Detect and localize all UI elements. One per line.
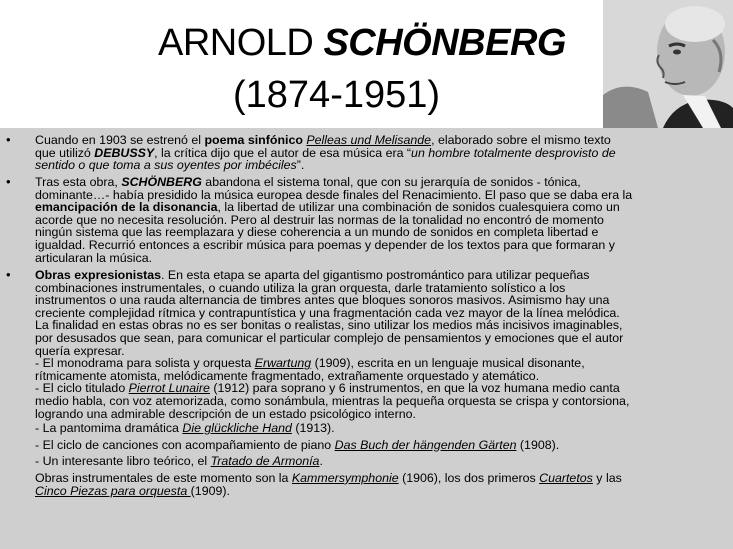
text-segment: - El ciclo de canciones con acompañamiento de piano bbox=[35, 437, 335, 452]
work-title: Pierrot Lunaire bbox=[128, 381, 210, 396]
text-segment: . En esta etapa se aparta del gigantismo postromántico para utilizar pequeñas bbox=[161, 268, 590, 282]
text-segment: abandona el sistema tonal, que con su jerarquía de sonidos - tónica, bbox=[201, 175, 581, 189]
text-line: igualdad. Recurrió entonces a escribir música para poemas y depender de los textos para que formaran y bbox=[35, 237, 615, 252]
bold-term: poema sinfónico bbox=[204, 133, 303, 147]
text-line: acorde que no necesita resolución. Pero al destruir las normas de la tonalidad no encontró de momento bbox=[35, 212, 604, 227]
bold-term: emancipación de la disonancia bbox=[35, 200, 218, 215]
paragraph-text bbox=[35, 134, 725, 172]
composer-name: DEBUSSY bbox=[94, 145, 155, 160]
text-segment: que utilizó bbox=[35, 145, 95, 160]
text-line: quería expresar. bbox=[35, 343, 125, 358]
text-line: por desusados que sean, para comunicar el particular complejo de pensamientos y emociones que el autor bbox=[35, 330, 624, 345]
text-line: ningún sistema que las reemplazara y diese coherencia a un mundo de sonidos en completa libertad e bbox=[35, 225, 599, 240]
text-line: medio habla, con voz atemorizada, como sonámbula, mientras la pequeña orquesta se crispa y contorsiona, bbox=[35, 393, 630, 408]
text-segment: Obras instrumentales de este momento son la bbox=[35, 470, 292, 485]
slide-title bbox=[158, 22, 566, 65]
text-segment: (1906), los dos primeros bbox=[398, 470, 540, 485]
work-title: Das Buch der hängenden Gärten bbox=[334, 437, 517, 452]
text-segment: Tras esta obra, bbox=[35, 175, 122, 189]
slide-content bbox=[0, 128, 733, 549]
text-segment: (1909). bbox=[190, 483, 230, 498]
text-segment: ”. bbox=[296, 158, 305, 173]
text-segment: - La pantomima dramática bbox=[35, 421, 183, 436]
text-line: dominante…- había presidido la música europea desde finales del Renacimiento. El paso que se daba era la bbox=[35, 187, 633, 202]
bullet-marker: • bbox=[6, 174, 11, 189]
text-line: instrumentos o una rauda alternancia de timbres antes que bloques sonoros masivos. Asimismo hay una bbox=[35, 293, 610, 308]
slide-title-years: (1874-1951) bbox=[233, 74, 441, 116]
portrait-photo bbox=[603, 0, 733, 128]
text-line: logrando una admirable descripción de un estado psicológico interno. bbox=[35, 406, 416, 421]
text-line: rítmicamente atomista, melódicamente fragmentado, extrañamente orquestado y atemático. bbox=[35, 368, 540, 383]
text-segment: (1912) para soprano y 6 instrumentos, en que la voz humana medio canta bbox=[209, 381, 620, 396]
text-segment: - El monodrama para solista y orquesta bbox=[35, 356, 255, 371]
text-line: La finalidad en estas obras no es ser bonitas o realistas, sino utilizar los medios más incisivos imaginables, bbox=[35, 318, 623, 333]
work-title: Die glückliche Hand bbox=[182, 421, 292, 436]
text-segment: - El ciclo titulado bbox=[35, 381, 129, 396]
work-title: Erwartung bbox=[254, 356, 312, 371]
text-segment: . bbox=[319, 454, 323, 469]
text-segment: , la crítica dijo que el autor de esa música era “ bbox=[154, 145, 412, 160]
quote-text: sentido o que toma a sus oyentes por imbéciles bbox=[35, 158, 297, 173]
work-title: Cuartetos bbox=[539, 470, 593, 485]
work-title: Cinco Piezas para orquesta bbox=[35, 483, 191, 498]
text-segment: y las bbox=[592, 470, 622, 485]
text-line: creciente complejidad rítmica y contrapuntística y una fragmentación cada vez mayor de la línea melódica. bbox=[35, 305, 620, 320]
title-last-name: SCHÖNBERG bbox=[323, 22, 566, 64]
bullet-marker: • bbox=[6, 267, 11, 282]
text-line: articularan la música. bbox=[35, 250, 153, 265]
text-segment: (1913). bbox=[291, 421, 335, 436]
text-segment: Cuando en 1903 se estrenó el bbox=[35, 133, 205, 147]
bold-term: Obras expresionistas bbox=[35, 268, 162, 282]
slide-header bbox=[0, 0, 733, 128]
quote-text: un hombre totalmente desprovisto de bbox=[411, 145, 616, 160]
title-first-name: ARNOLD bbox=[158, 22, 314, 64]
bullet-marker: • bbox=[6, 132, 11, 147]
work-title: Kammersymphonie bbox=[291, 470, 399, 485]
text-segment: - Un interesante libro teórico, el bbox=[35, 454, 211, 469]
text-segment: (1908). bbox=[516, 437, 560, 452]
portrait-illustration bbox=[603, 0, 733, 128]
work-title: Pelleas und Melisande bbox=[306, 133, 432, 147]
work-title: Tratado de Armonía bbox=[210, 454, 320, 469]
text-line: combinaciones instrumentales, o cuando utiliza la gran orquesta, darle tratamiento solístico a los bbox=[35, 280, 566, 295]
composer-name: SCHÖNBERG bbox=[121, 175, 202, 189]
text-segment: , elaborado sobre el mismo texto bbox=[431, 133, 611, 147]
paragraph-text bbox=[35, 176, 725, 264]
text-segment: , la libertad de utilizar una combinación de sonidos cualesquiera como un bbox=[217, 200, 620, 215]
text-segment: (1909), escrita en un lenguaje musical disonante, bbox=[311, 356, 585, 371]
paragraph-text bbox=[35, 269, 725, 497]
